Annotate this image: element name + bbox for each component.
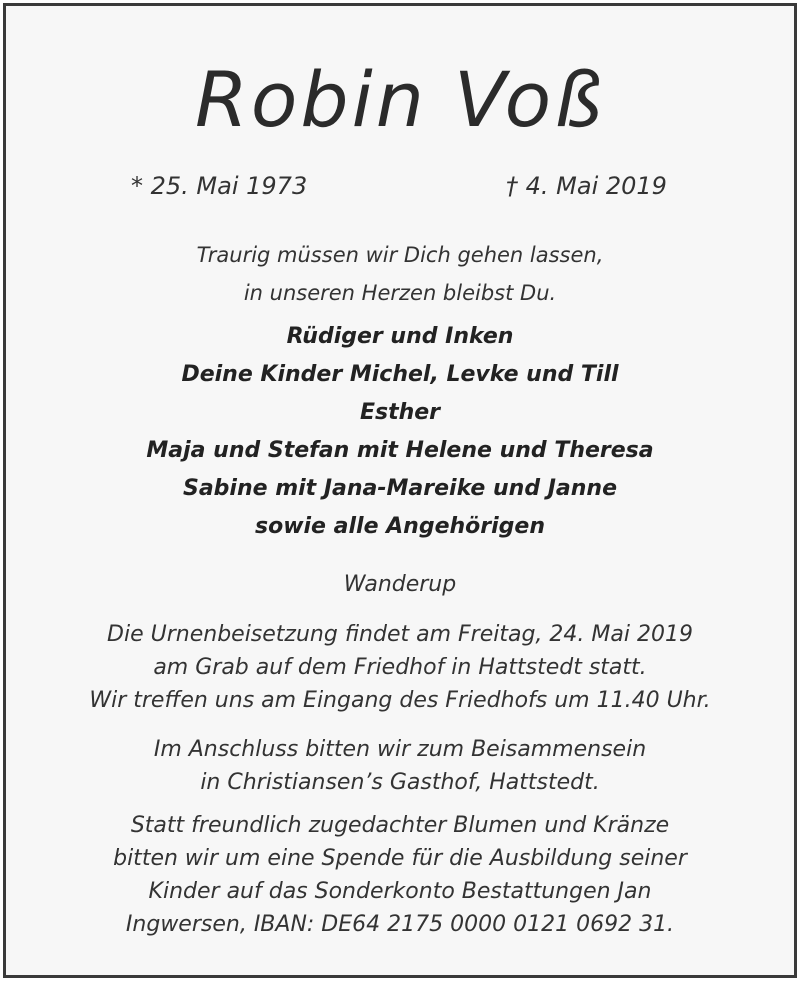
place <box>6 569 794 601</box>
burial-line: Wir treffen uns am Eingang des Friedhofs um 11.40 Uhr. <box>89 688 711 713</box>
place-name: Wanderup <box>343 572 457 597</box>
mourner-line: Rüdiger und Inken <box>286 324 514 349</box>
donation-line: Kinder auf das Sonderkonto Bestattungen Jan <box>148 879 652 904</box>
reception-notice <box>6 733 794 799</box>
mourner-line: Maja und Stefan mit Helene und Theresa <box>146 438 654 463</box>
donation-line: Ingwersen, IBAN: DE64 2175 0000 0121 0692 31. <box>125 912 675 937</box>
reception-line: Im Anschluss bitten wir zum Beisammensein <box>153 737 647 762</box>
verse-line: Traurig müssen wir Dich gehen lassen, <box>196 243 604 267</box>
deceased-name: Robin Voß <box>195 55 605 144</box>
burial-notice <box>6 618 794 717</box>
mourner-line: Deine Kinder Michel, Levke und Till <box>181 362 619 387</box>
reception-line: in Christiansen’s Gasthof, Hattstedt. <box>200 770 600 795</box>
verse-line: in unseren Herzen bleibst Du. <box>243 281 557 305</box>
donation-line: bitten wir um eine Spende für die Ausbildung seiner <box>113 846 687 871</box>
donation-line: Statt freundlich zugedachter Blumen und Kränze <box>130 813 670 838</box>
obituary-frame <box>3 3 797 978</box>
life-dates <box>6 172 794 202</box>
burial-line: Die Urnenbeisetzung findet am Freitag, 24. Mai 2019 <box>107 622 693 647</box>
mourners-list <box>6 318 794 546</box>
mourner-line: Esther <box>359 400 441 425</box>
burial-line: am Grab auf dem Friedhof in Hattstedt statt. <box>153 655 647 680</box>
mourner-line: Sabine mit Jana-Mareike und Janne <box>182 476 618 501</box>
verse <box>6 236 794 312</box>
mourner-line: sowie alle Angehörigen <box>254 514 546 539</box>
birth-date: * 25. Mai 1973 <box>131 172 308 200</box>
donation-notice <box>6 809 794 941</box>
death-date: † 4. Mai 2019 <box>506 172 667 200</box>
